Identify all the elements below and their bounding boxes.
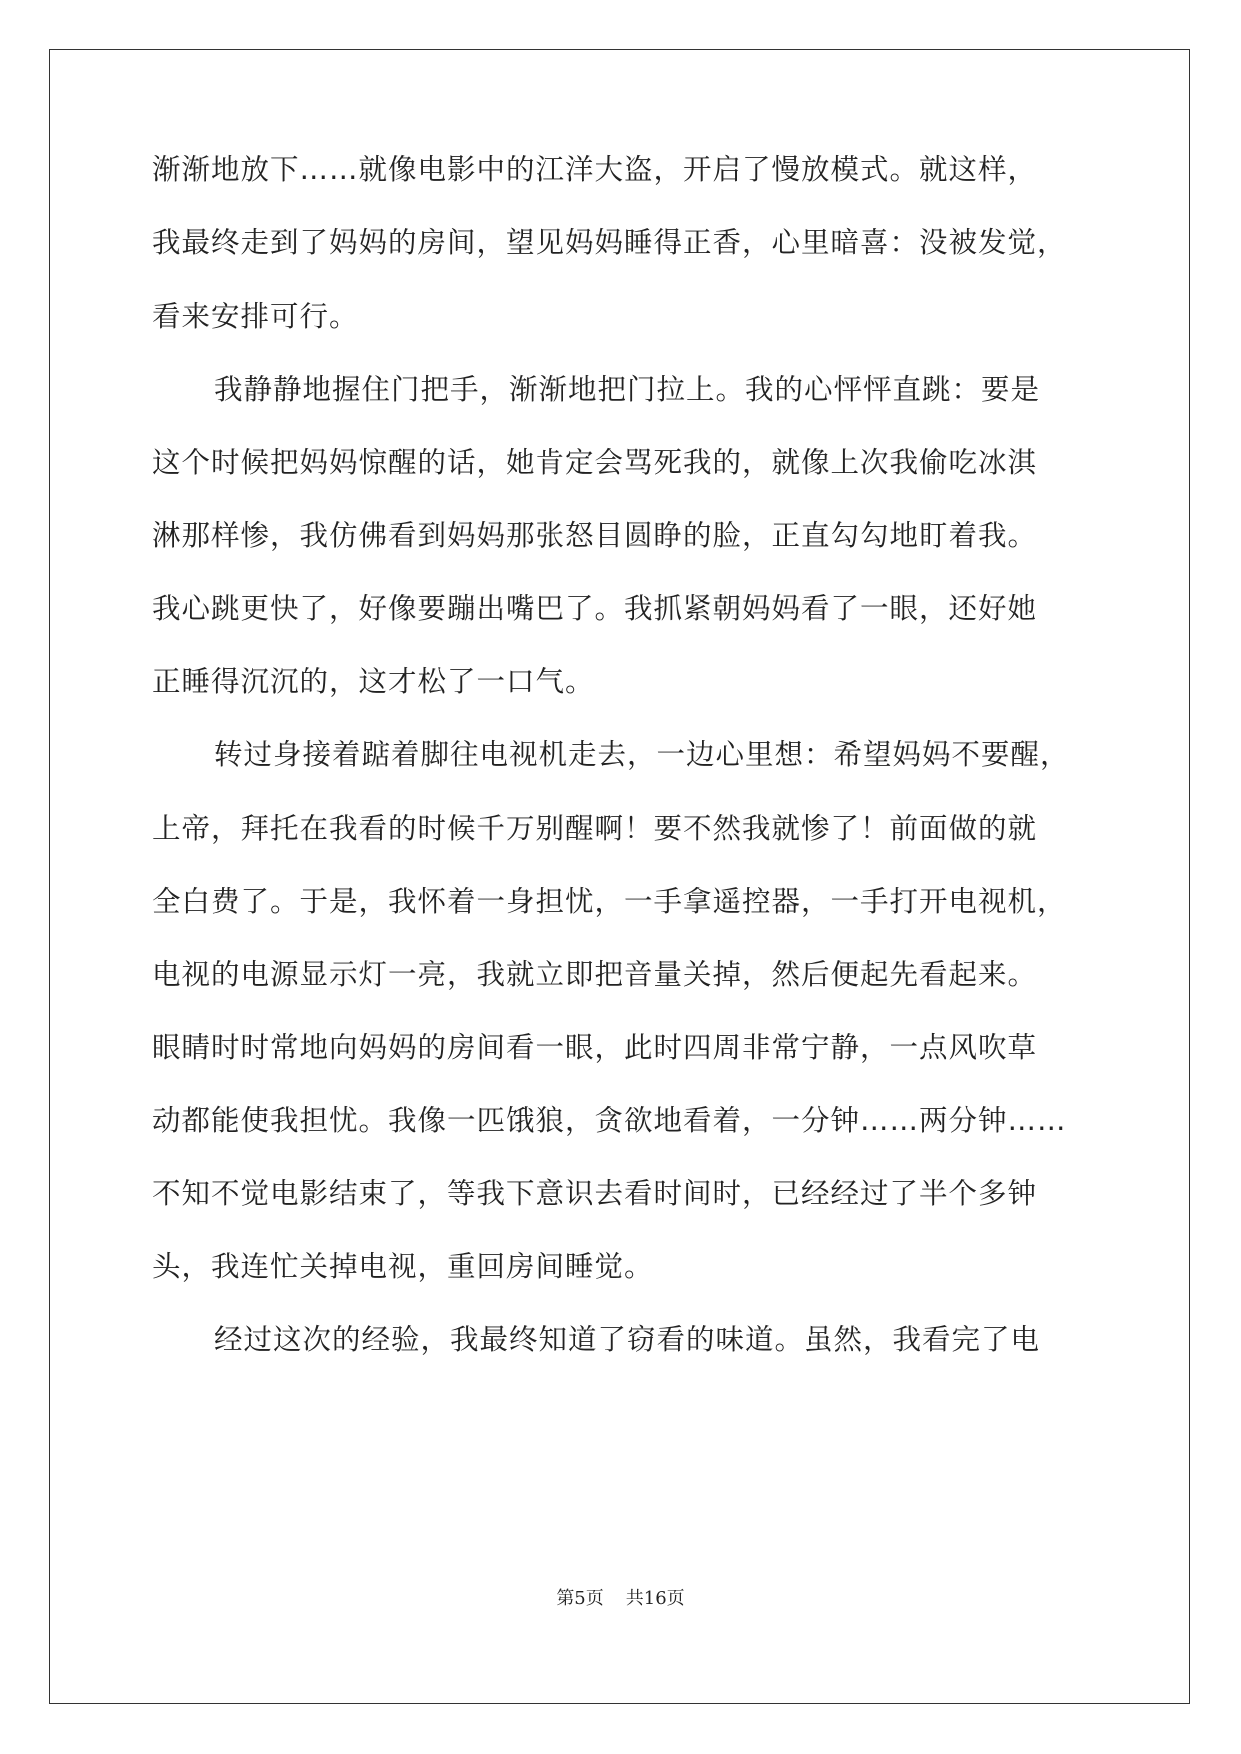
- text-line: 渐渐地放下……就像电影中的江洋大盗，开启了慢放模式。就这样，: [152, 153, 1038, 186]
- text-line: 动都能使我担忧。我像一匹饿狼，贪欲地看着，一分钟……两分钟……: [152, 1104, 1067, 1137]
- text-line: 转过身接着踮着脚往电视机走去，一边心里想：希望妈妈不要醒，: [214, 738, 1070, 771]
- text-line: 这个时候把妈妈惊醒的话，她肯定会骂死我的，就像上次我偷吃冰淇: [152, 446, 1038, 479]
- page-border: [49, 49, 1190, 1704]
- page-footer: [0, 1584, 1241, 1610]
- text-line: 不知不觉电影结束了，等我下意识去看时间时，已经经过了半个多钟: [152, 1177, 1038, 1210]
- text-line: 经过这次的经验，我最终知道了窃看的味道。虽然，我看完了电: [214, 1323, 1041, 1356]
- text-line: 我静静地握住门把手，渐渐地把门拉上。我的心怦怦直跳：要是: [214, 373, 1041, 406]
- text-line: 正睡得沉沉的，这才松了一口气。: [152, 665, 595, 698]
- text-line: 上帝，拜托在我看的时候千万别醒啊！要不然我就惨了！前面做的就: [152, 812, 1038, 845]
- text-line: 眼睛时时常地向妈妈的房间看一眼，此时四周非常宁静，一点风吹草: [152, 1031, 1038, 1064]
- text-line: 全白费了。于是，我怀着一身担忧，一手拿遥控器，一手打开电视机，: [152, 885, 1067, 918]
- text-line: 淋那样惨，我仿佛看到妈妈那张怒目圆睁的脸，正直勾勾地盯着我。: [152, 519, 1038, 552]
- text-line: 看来安排可行。: [152, 300, 359, 333]
- page-number-total: 共16页: [625, 1588, 685, 1609]
- text-line: 头，我连忙关掉电视，重回房间睡觉。: [152, 1250, 654, 1283]
- text-line: 我最终走到了妈妈的房间，望见妈妈睡得正香，心里暗喜：没被发觉，: [152, 226, 1067, 259]
- page-number-current: 第5页: [556, 1588, 604, 1609]
- text-line: 我心跳更快了，好像要蹦出嘴巴了。我抓紧朝妈妈看了一眼，还好她: [152, 592, 1038, 625]
- text-line: 电视的电源显示灯一亮，我就立即把音量关掉，然后便起先看起来。: [152, 958, 1038, 991]
